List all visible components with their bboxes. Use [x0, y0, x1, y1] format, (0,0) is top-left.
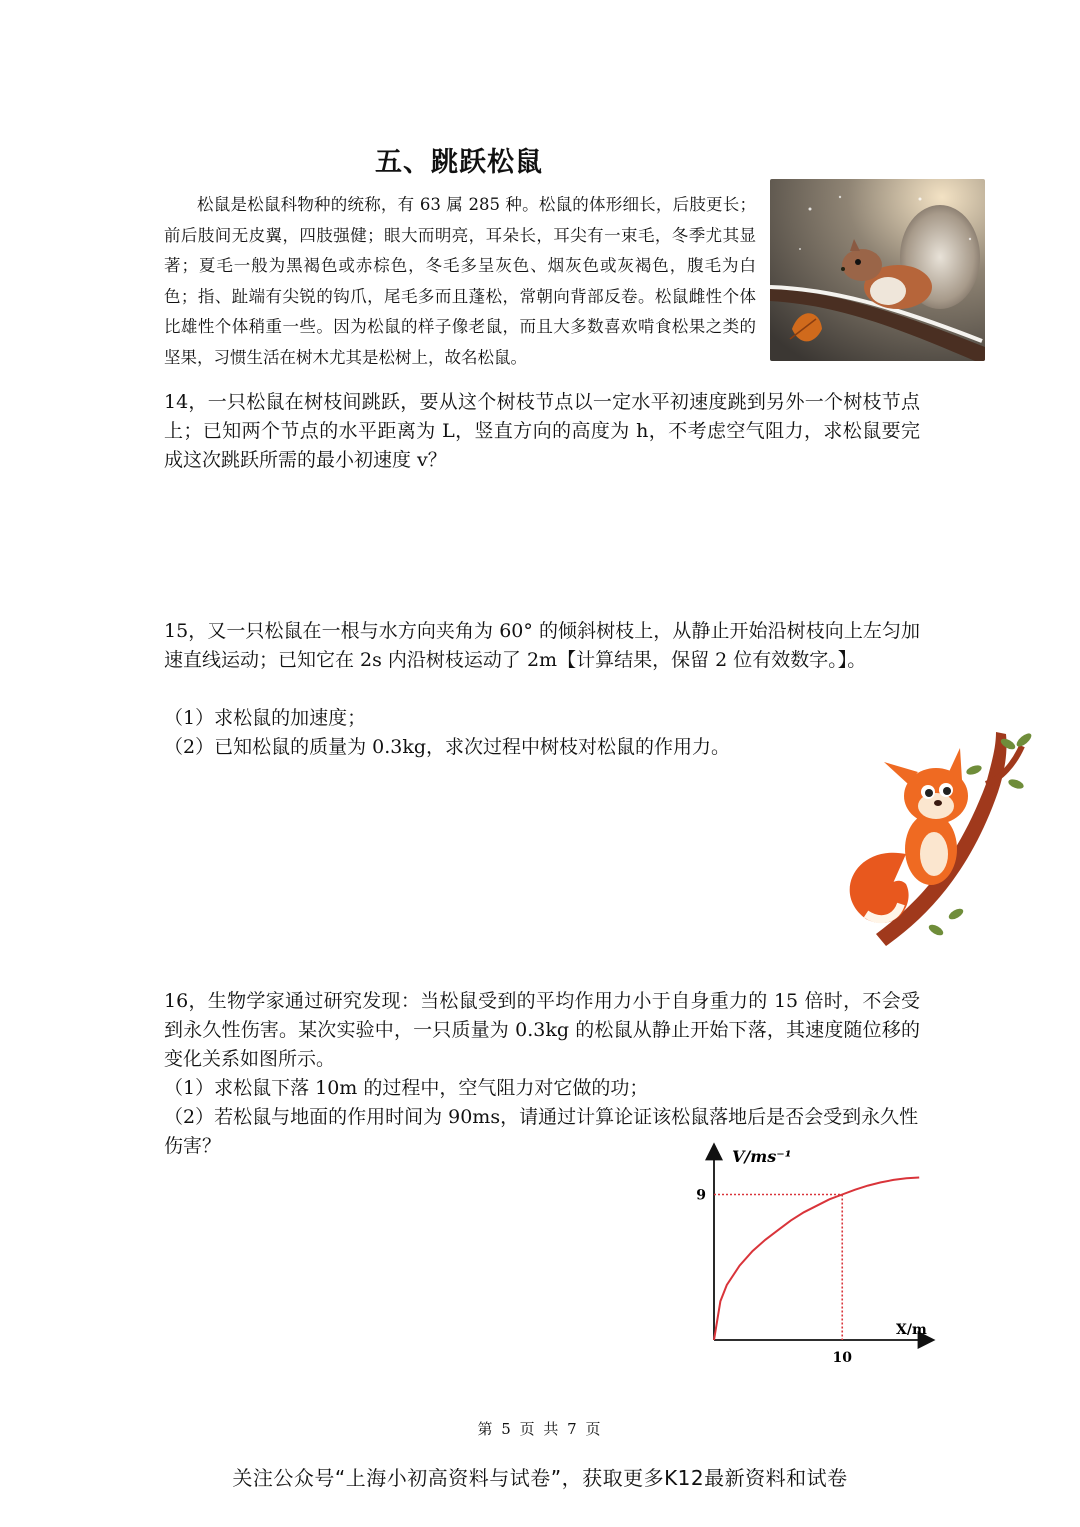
squirrel-photo [770, 179, 985, 361]
question-14: 14，一只松鼠在树枝间跳跃，要从这个树枝节点以一定水平初速度跳到另外一个树枝节点上；已知两个节点的水平距离为 L，竖直方向的高度为 h，不考虑空气阻力，求松鼠要完成这次跳跃所需的最小初速度 v？ [164, 391, 920, 471]
question-15-part-2: （2）已知松鼠的质量为 0.3kg，求次过程中树枝对松鼠的作用力。 [164, 736, 731, 758]
cartoon-squirrel-art [836, 724, 1036, 946]
x-axis-label: X/m [896, 1322, 927, 1338]
x-tick-label: 10 [832, 1350, 852, 1366]
question-15: 15，又一只松鼠在一根与水方向夹角为 60° 的倾斜树枝上，从静止开始沿树枝向上左匀加速直线运动；已知它在 2s 内沿树枝运动了 2m【计算结果，保留 2 位有效数字。】。 [164, 620, 920, 671]
velocity-curve [714, 1178, 919, 1341]
y-axis-label: V/ms⁻¹ [732, 1147, 792, 1166]
question-16-part-1: （1）求松鼠下落 10m 的过程中，空气阻力对它做的功； [164, 1077, 649, 1099]
velocity-displacement-chart [690, 1140, 950, 1370]
question-16: 16，生物学家通过研究发现：当松鼠受到的平均作用力小于自身重力的 15 倍时，不会受到永久性伤害。某次实验中，一只质量为 0.3kg 的松鼠从静止开始下落，其速度随位移的变化关系如图所示。 [164, 990, 920, 1070]
intro-paragraph: 松鼠是松鼠科物种的统称，有 63 属 285 种。松鼠的体形细长，后肢更长；前后肢间无皮翼，四肢强健；眼大而明亮，耳朵长，耳尖有一束毛，冬季尤其显著；夏毛一般为黑褐色或赤棕色，冬毛多呈灰色、烟灰色或灰褐色，腹毛为白色；指、趾端有尖锐的钩爪，尾毛多而且蓬松，常朝向背部反卷。松鼠雌性个体比雄性个体稍重一些。因为松鼠的样子像老鼠，而且大多数喜欢啃食松果之类的坚果，习惯生活在树木尤其是松树上，故名松鼠。 [164, 195, 756, 367]
cartoon-squirrel-illustration [836, 724, 1036, 946]
chart-svg [690, 1140, 950, 1370]
y-tick-label: 9 [696, 1187, 706, 1204]
squirrel-photo-art [770, 179, 985, 361]
question-15-part-1: （1）求松鼠的加速度； [164, 707, 367, 729]
section-title: 五、跳跃松鼠 [375, 147, 543, 178]
page-number: 第 5 页 共 7 页 [477, 1420, 603, 1438]
question-16-part-2: （2）若松鼠与地面的作用时间为 90ms，请通过计算论证该松鼠落地后是否会受到永久性伤害？ [164, 1106, 919, 1157]
footer-note: 关注公众号“上海小初高资料与试卷”，获取更多K12最新资料和试卷 [232, 1466, 848, 1490]
